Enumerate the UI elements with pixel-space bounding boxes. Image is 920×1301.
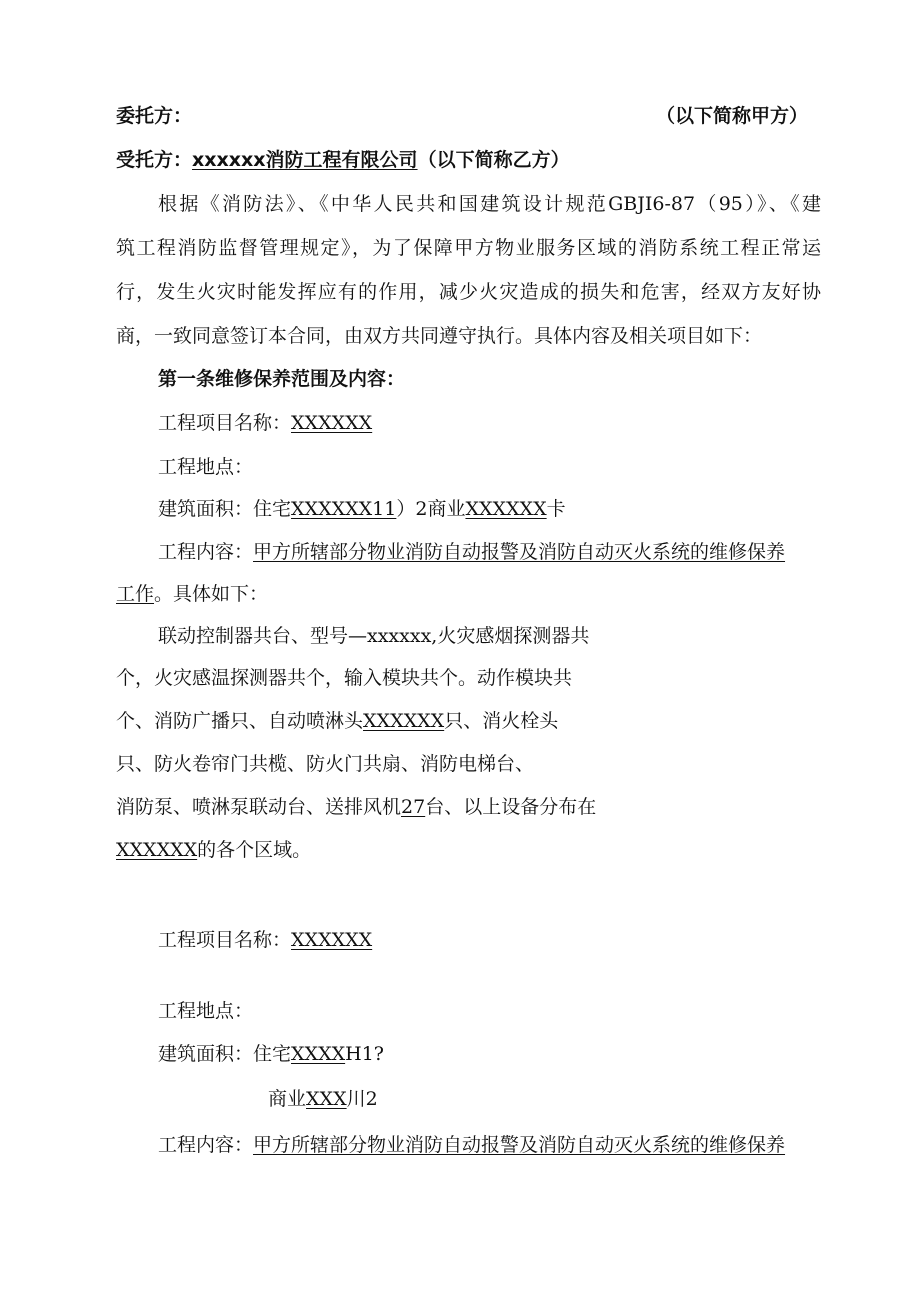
entrustee-abbrev: （以下简称乙方） bbox=[417, 149, 570, 171]
entrustee-line bbox=[116, 148, 570, 172]
project1-area bbox=[158, 497, 566, 521]
project1-equip-line-1: 联动控制器共台、型号—xxxxxx,火灾感烟探测器共 bbox=[158, 625, 590, 647]
project1-content-line-1 bbox=[158, 540, 785, 564]
project1-content-value-1: 甲方所辖部分物业消防自动报警及消防自动灭火系统的维修保养 bbox=[253, 541, 786, 563]
project1-content-value-2: 工作 bbox=[116, 583, 155, 605]
project2-content-value-1: 甲方所辖部分物业消防自动报警及消防自动灭火系统的维修保养 bbox=[253, 1134, 786, 1156]
project2-content-line-1 bbox=[158, 1133, 785, 1157]
intro-line-4: 商，一致同意签订本合同，由双方共同遵守执行。具体内容及相关项目如下： bbox=[116, 325, 763, 347]
project2-name bbox=[158, 928, 372, 952]
project2-area-com bbox=[268, 1087, 378, 1111]
intro-line-2: 筑工程消防监督管理规定》，为了保障甲方物业服务区域的消防系统工程正常运 bbox=[116, 237, 821, 259]
project2-area-com-label: 商业 bbox=[268, 1088, 307, 1110]
project2-area-res-tail: H1? bbox=[345, 1043, 384, 1065]
entrustor-abbrev: （以下简称甲方） bbox=[656, 105, 809, 127]
project1-location-label: 工程地点： bbox=[158, 456, 254, 478]
project2-area-res-value: XXXX bbox=[291, 1043, 346, 1065]
project1-equip3-value: XXXXXX bbox=[363, 710, 445, 732]
project1-equip-line-4: 只、防火卷帘门共榄、防火门共扇、消防电梯台、 bbox=[116, 753, 535, 775]
project2-content-label: 工程内容： bbox=[158, 1134, 254, 1156]
project1-area-mid: ）2商业 bbox=[396, 498, 466, 520]
entrustee-name: xxxxxx消防工程有限公司 bbox=[192, 149, 418, 171]
intro-line-3: 行，发生火灾时能发挥应有的作用，减少火灾造成的损失和危害，经双方友好协 bbox=[116, 281, 821, 303]
project2-name-label: 工程项目名称： bbox=[158, 929, 292, 951]
project1-equip-line-5 bbox=[116, 795, 596, 819]
project1-equip6-tail: 的各个区域。 bbox=[197, 839, 312, 861]
project1-name-value: XXXXXX bbox=[291, 412, 373, 434]
project2-area-com-tail: 川2 bbox=[346, 1088, 378, 1110]
project1-content-tail: 。具体如下： bbox=[154, 583, 269, 605]
project1-equip-line-2: 个，火灾感温探测器共个，输入模块共个。动作模块共 bbox=[116, 667, 573, 689]
project1-area-label: 建筑面积：住宅 bbox=[158, 498, 292, 520]
project1-area-tail: 卡 bbox=[546, 498, 566, 520]
project2-name-value: XXXXXX bbox=[291, 929, 373, 951]
entrustor-label: 委托方： bbox=[116, 105, 193, 127]
project1-equip3-text-b: 只、消火栓头 bbox=[444, 710, 559, 732]
project1-equip5-text-b: 台、以上设备分布在 bbox=[425, 796, 597, 818]
project1-equip-line-3 bbox=[116, 709, 558, 733]
project2-area-res bbox=[158, 1042, 384, 1066]
article1-title: 第一条维修保养范围及内容： bbox=[158, 368, 406, 390]
project1-equip5-text-a: 消防泵、喷淋泵联动台、送排风机 bbox=[116, 796, 402, 818]
project1-content-label: 工程内容： bbox=[158, 541, 254, 563]
project1-equip5-value: 27 bbox=[401, 796, 426, 818]
project1-name-label: 工程项目名称： bbox=[158, 412, 292, 434]
project1-area-com-value: XXXXXX bbox=[465, 498, 547, 520]
project2-area-com-value: XXX bbox=[306, 1088, 347, 1110]
intro-line-1: 根据《消防法》、《中华人民共和国建筑设计规范GBJI6-87（95）》、《建 bbox=[158, 193, 821, 215]
entrustee-label: 受托方： bbox=[116, 149, 193, 171]
project2-location-label: 工程地点： bbox=[158, 1000, 254, 1022]
project1-area-res-value: XXXXXX11 bbox=[291, 498, 397, 520]
project1-name bbox=[158, 411, 372, 435]
project1-equip6-value: XXXXXX bbox=[116, 839, 198, 861]
project1-equip-line-6 bbox=[116, 838, 311, 862]
project1-content-line-2 bbox=[116, 582, 268, 606]
project2-area-label: 建筑面积：住宅 bbox=[158, 1043, 292, 1065]
project1-equip3-text-a: 个、消防广播只、自动喷淋头 bbox=[116, 710, 364, 732]
